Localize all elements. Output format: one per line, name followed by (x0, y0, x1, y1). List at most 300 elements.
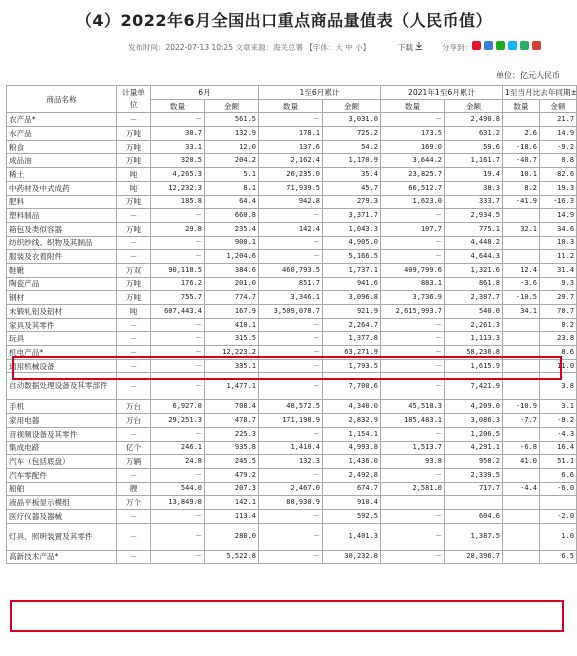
value-cell: 604.6 (445, 509, 503, 523)
unit-cell: － (117, 318, 151, 332)
unit-cell: 万吨 (117, 291, 151, 305)
value-cell: 674.7 (323, 482, 381, 496)
value-cell: 5,522.8 (205, 550, 259, 564)
value-cell: 3,736.9 (381, 291, 445, 305)
table-row (7, 359, 577, 373)
value-cell: 1,623.0 (381, 195, 445, 209)
value-cell: 12.4 (503, 263, 540, 277)
table-row (7, 427, 577, 441)
value-cell: -4.3 (540, 427, 577, 441)
share-label: 分享到： (442, 43, 472, 52)
friends-share-icon[interactable] (520, 41, 529, 50)
value-cell: － (381, 250, 445, 264)
table-body (7, 113, 577, 564)
value-cell: 4,448.2 (445, 236, 503, 250)
unit-cell: 万吨 (117, 140, 151, 154)
unit-cell: － (117, 373, 151, 400)
value-cell: － (259, 427, 323, 441)
value-cell: 2,492.8 (323, 468, 381, 482)
value-cell: 384.6 (205, 263, 259, 277)
header-qty: 数量 (151, 99, 205, 113)
value-cell: -18.6 (503, 140, 540, 154)
download-link[interactable]: 下载 (398, 43, 413, 52)
value-cell: 315.5 (205, 332, 259, 346)
value-cell: 2,581.0 (381, 482, 445, 496)
value-cell (503, 236, 540, 250)
value-cell: － (259, 209, 323, 223)
value-cell: 31.4 (540, 263, 577, 277)
unit-cell: 万个 (117, 496, 151, 510)
value-cell: 0.8 (540, 154, 577, 168)
product-name: 音视频设备及其零件 (7, 427, 117, 441)
value-cell (503, 550, 540, 564)
value-cell: 38.3 (445, 181, 503, 195)
people-share-icon[interactable] (532, 41, 541, 50)
value-cell: -6.0 (540, 482, 577, 496)
product-name: 汽车（包括底盘） (7, 455, 117, 469)
value-cell: 35.4 (323, 168, 381, 182)
value-cell: 1,387.5 (445, 523, 503, 550)
value-cell: － (259, 523, 323, 550)
value-cell: 717.7 (445, 482, 503, 496)
value-cell: － (381, 359, 445, 373)
value-cell: 935.8 (205, 441, 259, 455)
product-name: 肥料 (7, 195, 117, 209)
unit-cell: － (117, 209, 151, 223)
value-cell: 7,421.9 (445, 373, 503, 400)
product-name: 医疗仪器及器械 (7, 509, 117, 523)
value-cell: 45,518.3 (381, 400, 445, 414)
value-cell: 30.7 (151, 127, 205, 141)
value-cell (503, 209, 540, 223)
value-cell: 0.2 (540, 318, 577, 332)
value-cell: 29.7 (540, 291, 577, 305)
unit-cell: 万吨 (117, 154, 151, 168)
value-cell: 861.8 (445, 277, 503, 291)
table-row (7, 291, 577, 305)
value-cell: 775.1 (445, 222, 503, 236)
value-cell: 21.7 (540, 113, 577, 127)
value-cell: 11.2 (540, 250, 577, 264)
value-cell: － (381, 209, 445, 223)
value-cell: 540.0 (445, 305, 503, 319)
value-cell: 40,572.5 (259, 400, 323, 414)
value-cell: 107.7 (381, 222, 445, 236)
qq-share-icon[interactable] (508, 41, 517, 50)
unit-cell: － (117, 468, 151, 482)
header-qty: 数量 (503, 99, 540, 113)
table-row (7, 236, 577, 250)
value-cell: 280.0 (205, 523, 259, 550)
value-cell: 3.8 (540, 373, 577, 400)
value-cell: 335.1 (205, 359, 259, 373)
table-row (7, 414, 577, 428)
value-cell: 54.2 (323, 140, 381, 154)
value-cell (503, 346, 540, 360)
value-cell: 23.8 (540, 332, 577, 346)
value-cell: 279.3 (323, 195, 381, 209)
table-row (7, 318, 577, 332)
product-name: 服装及衣着附件 (7, 250, 117, 264)
value-cell: -10.5 (503, 291, 540, 305)
value-cell: 4,209.0 (445, 400, 503, 414)
value-cell: 3,509,078.7 (259, 305, 323, 319)
header-amt: 金额 (323, 99, 381, 113)
unit-cell: 万台 (117, 414, 151, 428)
value-cell: 2,934.5 (445, 209, 503, 223)
value-cell: 16.4 (540, 441, 577, 455)
value-cell: － (259, 359, 323, 373)
product-name: 水产品 (7, 127, 117, 141)
value-cell: 26,235.0 (259, 168, 323, 182)
product-name: 手机 (7, 400, 117, 414)
unit-cell: － (117, 359, 151, 373)
value-cell: 204.2 (205, 154, 259, 168)
product-name: 中药材及中式成药 (7, 181, 117, 195)
unit-cell: － (117, 550, 151, 564)
value-cell: 333.7 (445, 195, 503, 209)
value-cell: 14.9 (540, 209, 577, 223)
value-cell: 3,096.8 (323, 291, 381, 305)
value-cell: 235.4 (205, 222, 259, 236)
value-cell: 246.1 (151, 441, 205, 455)
value-cell: 1,204.6 (205, 250, 259, 264)
value-cell: － (151, 332, 205, 346)
value-cell: 941.6 (323, 277, 381, 291)
value-cell: － (151, 468, 205, 482)
value-cell: － (381, 550, 445, 564)
value-cell: -4.4 (503, 482, 540, 496)
product-name: 未锻轧铝及铝材 (7, 305, 117, 319)
value-cell: 11.0 (540, 359, 577, 373)
table-row (7, 468, 577, 482)
value-cell: 4,905.0 (323, 236, 381, 250)
value-cell: 1,615.9 (445, 359, 503, 373)
table-row (7, 168, 577, 182)
value-cell: － (259, 509, 323, 523)
value-cell: 12,232.3 (151, 181, 205, 195)
product-name: 自动数据处理设备及其零部件 (7, 373, 117, 400)
unit-cell: － (117, 332, 151, 346)
download-icon[interactable] (415, 42, 423, 50)
value-cell: 185,483.1 (381, 414, 445, 428)
unit-cell: 艘 (117, 482, 151, 496)
value-cell: 4,340.0 (323, 400, 381, 414)
table-row (7, 550, 577, 564)
value-cell: － (151, 427, 205, 441)
table-row (7, 277, 577, 291)
value-cell: 883.1 (381, 277, 445, 291)
table-row (7, 496, 577, 510)
value-cell: 9.3 (540, 277, 577, 291)
value-cell: 12.0 (205, 140, 259, 154)
product-name: 汽车零配件 (7, 468, 117, 482)
unit-cell: 亿个 (117, 441, 151, 455)
product-name: 箱包及类似容器 (7, 222, 117, 236)
table-row (7, 195, 577, 209)
value-cell: 2,339.5 (445, 468, 503, 482)
value-cell: 1,401.3 (323, 523, 381, 550)
product-name: 成品油 (7, 154, 117, 168)
value-cell: 10.1 (503, 168, 540, 182)
value-cell: 24.8 (151, 455, 205, 469)
value-cell: 176.2 (151, 277, 205, 291)
value-cell: 708.4 (205, 400, 259, 414)
value-cell: － (381, 346, 445, 360)
unit-cell: 万吨 (117, 127, 151, 141)
value-cell (503, 509, 540, 523)
value-cell: 320.5 (151, 154, 205, 168)
value-cell: 167.9 (205, 305, 259, 319)
export-table (6, 85, 577, 564)
header-qty: 数量 (259, 99, 323, 113)
value-cell: 132.9 (205, 127, 259, 141)
value-cell: 113.4 (205, 509, 259, 523)
value-cell: 607,443.4 (151, 305, 205, 319)
value-cell: － (259, 318, 323, 332)
value-cell: -41.9 (503, 195, 540, 209)
value-cell (503, 496, 540, 510)
value-cell: -6.8 (503, 441, 540, 455)
product-name: 稀土 (7, 168, 117, 182)
product-name: 集成电路 (7, 441, 117, 455)
value-cell: 171,198.9 (259, 414, 323, 428)
table-row (7, 113, 577, 127)
value-cell: － (151, 236, 205, 250)
value-cell: 900.1 (205, 236, 259, 250)
value-cell: -9.2 (540, 140, 577, 154)
table-row (7, 346, 577, 360)
value-cell: 921.9 (323, 305, 381, 319)
table-row (7, 154, 577, 168)
table-row (7, 209, 577, 223)
article-meta (0, 40, 568, 54)
unit-cell: 吨 (117, 168, 151, 182)
value-cell: 4,993.8 (323, 441, 381, 455)
value-cell (503, 359, 540, 373)
value-cell (503, 318, 540, 332)
product-name: 液晶平板显示模组 (7, 496, 117, 510)
value-cell: 64.4 (205, 195, 259, 209)
value-cell: － (259, 250, 323, 264)
value-cell: 178.1 (259, 127, 323, 141)
value-cell: 1,737.1 (323, 263, 381, 277)
value-cell: － (259, 113, 323, 127)
value-cell: － (151, 509, 205, 523)
table-row (7, 455, 577, 469)
value-cell: 6,927.8 (151, 400, 205, 414)
header-june: 6月 (151, 86, 259, 100)
value-cell: 1,477.1 (205, 373, 259, 400)
product-name: 纺织纱线、织物及其制品 (7, 236, 117, 250)
value-cell: 2,467.0 (259, 482, 323, 496)
value-cell: 2.6 (503, 127, 540, 141)
value-cell (381, 496, 445, 510)
unit-label: 单位：亿元人民币 (496, 71, 560, 80)
table-row (7, 263, 577, 277)
value-cell: － (259, 468, 323, 482)
value-cell: 169.0 (381, 140, 445, 154)
value-cell: 173.5 (381, 127, 445, 141)
header-2021-ytd: 2021年1至6月累计 (381, 86, 503, 100)
value-cell: 774.7 (205, 291, 259, 305)
product-name: 农产品* (7, 113, 117, 127)
product-name: 通用机械设备 (7, 359, 117, 373)
header-amt: 金额 (540, 99, 577, 113)
value-cell: 660.8 (205, 209, 259, 223)
value-cell: 33.1 (151, 140, 205, 154)
value-cell: － (381, 318, 445, 332)
value-cell: 71,939.5 (259, 181, 323, 195)
value-cell: 2,832.9 (323, 414, 381, 428)
weibo-share-icon[interactable] (472, 41, 481, 50)
product-name: 家具及其零件 (7, 318, 117, 332)
header-amt: 金额 (205, 99, 259, 113)
value-cell: 561.5 (205, 113, 259, 127)
value-cell: -16.3 (540, 195, 577, 209)
wechat-share-icon[interactable] (496, 41, 505, 50)
table-row (7, 250, 577, 264)
value-cell: － (151, 346, 205, 360)
unit-cell: 吨 (117, 305, 151, 319)
product-name: 高新技术产品* (7, 550, 117, 564)
unit-cell: 万吨 (117, 195, 151, 209)
value-cell: 207.3 (205, 482, 259, 496)
value-cell: 245.5 (205, 455, 259, 469)
value-cell: 1,206.5 (445, 427, 503, 441)
value-cell: 34.1 (503, 305, 540, 319)
value-cell: － (151, 523, 205, 550)
value-cell (503, 373, 540, 400)
value-cell: 1,513.7 (381, 441, 445, 455)
value-cell: 8.1 (205, 181, 259, 195)
value-cell: － (151, 550, 205, 564)
value-cell: － (151, 113, 205, 127)
header-amt: 金额 (445, 99, 503, 113)
publish-info: 发布时间：2022-07-13 10:25 文章来源：海关总署 【字体：大 中 小】 (128, 43, 371, 52)
value-cell: 70.7 (540, 305, 577, 319)
value-cell: 2,162.4 (259, 154, 323, 168)
value-cell: 1.0 (540, 523, 577, 550)
page-title: （4）2022年6月全国出口重点商品量值表（人民币值） (75, 11, 493, 30)
value-cell: 45.7 (323, 181, 381, 195)
value-cell (503, 332, 540, 346)
value-cell: － (381, 468, 445, 482)
unit-cell: － (117, 250, 151, 264)
unit-cell: 万辆 (117, 455, 151, 469)
value-cell: － (381, 113, 445, 127)
table-row (7, 373, 577, 400)
value-cell: － (381, 509, 445, 523)
product-name: 机电产品* (7, 346, 117, 360)
value-cell: 1,377.8 (323, 332, 381, 346)
value-cell: 544.0 (151, 482, 205, 496)
value-cell: － (151, 373, 205, 400)
value-cell: 460,793.5 (259, 263, 323, 277)
value-cell: 592.5 (323, 509, 381, 523)
table-row (7, 305, 577, 319)
value-cell: 10.3 (540, 236, 577, 250)
value-cell: 23,825.7 (381, 168, 445, 182)
value-cell: 66,512.7 (381, 181, 445, 195)
value-cell: 29,251.3 (151, 414, 205, 428)
value-cell: -8.2 (540, 414, 577, 428)
value-cell: 13,849.8 (151, 496, 205, 510)
value-cell: 1,043.3 (323, 222, 381, 236)
unit-cell: 万双 (117, 263, 151, 277)
value-cell: 1,161.7 (445, 154, 503, 168)
product-name: 家用电器 (7, 414, 117, 428)
value-cell: 5,166.5 (323, 250, 381, 264)
value-cell: 725.2 (323, 127, 381, 141)
product-name: 灯具、照明装置及其零件 (7, 523, 117, 550)
value-cell: 28,396.7 (445, 550, 503, 564)
value-cell: 1,154.1 (323, 427, 381, 441)
value-cell: 30,232.8 (323, 550, 381, 564)
value-cell: 6.5 (540, 550, 577, 564)
value-cell: 3,031.0 (323, 113, 381, 127)
table-row (7, 332, 577, 346)
value-cell: － (151, 359, 205, 373)
value-cell (503, 523, 540, 550)
unit-cell: 万吨 (117, 277, 151, 291)
qzone-share-icon[interactable] (484, 41, 493, 50)
value-cell: 3,644.2 (381, 154, 445, 168)
header-ytd: 1至6月累计 (259, 86, 381, 100)
value-cell: 19.4 (445, 168, 503, 182)
value-cell: 63,271.9 (323, 346, 381, 360)
value-cell: － (381, 373, 445, 400)
table-row (7, 181, 577, 195)
value-cell: 82.6 (540, 168, 577, 182)
value-cell: 2,261.3 (445, 318, 503, 332)
product-name: 鞋靴 (7, 263, 117, 277)
value-cell: － (151, 250, 205, 264)
unit-cell: － (117, 236, 151, 250)
unit-cell: 万吨 (117, 222, 151, 236)
value-cell: 950.2 (445, 455, 503, 469)
value-cell: 3,371.7 (323, 209, 381, 223)
value-cell: 132.3 (259, 455, 323, 469)
value-cell: 142.4 (259, 222, 323, 236)
table-row (7, 222, 577, 236)
value-cell: 2,615,993.7 (381, 305, 445, 319)
value-cell: 29.8 (151, 222, 205, 236)
unit-cell: 万台 (117, 400, 151, 414)
table-row (7, 140, 577, 154)
table-row (7, 482, 577, 496)
header-qty: 数量 (381, 99, 445, 113)
product-name: 陶瓷产品 (7, 277, 117, 291)
value-cell: 2,490.8 (445, 113, 503, 127)
value-cell: 225.3 (205, 427, 259, 441)
value-cell: -2.0 (540, 509, 577, 523)
value-cell: － (381, 236, 445, 250)
value-cell: 755.7 (151, 291, 205, 305)
highlight-box-lighting (10, 600, 564, 632)
header-unit: 计量单位 (117, 86, 151, 113)
value-cell: -10.9 (503, 400, 540, 414)
value-cell: － (259, 332, 323, 346)
value-cell (503, 250, 540, 264)
value-cell: － (259, 373, 323, 400)
unit-cell: 吨 (117, 181, 151, 195)
value-cell: － (381, 427, 445, 441)
value-cell: 41.0 (503, 455, 540, 469)
value-cell: 478.7 (205, 414, 259, 428)
value-cell: 59.6 (445, 140, 503, 154)
value-cell: 8.2 (503, 181, 540, 195)
